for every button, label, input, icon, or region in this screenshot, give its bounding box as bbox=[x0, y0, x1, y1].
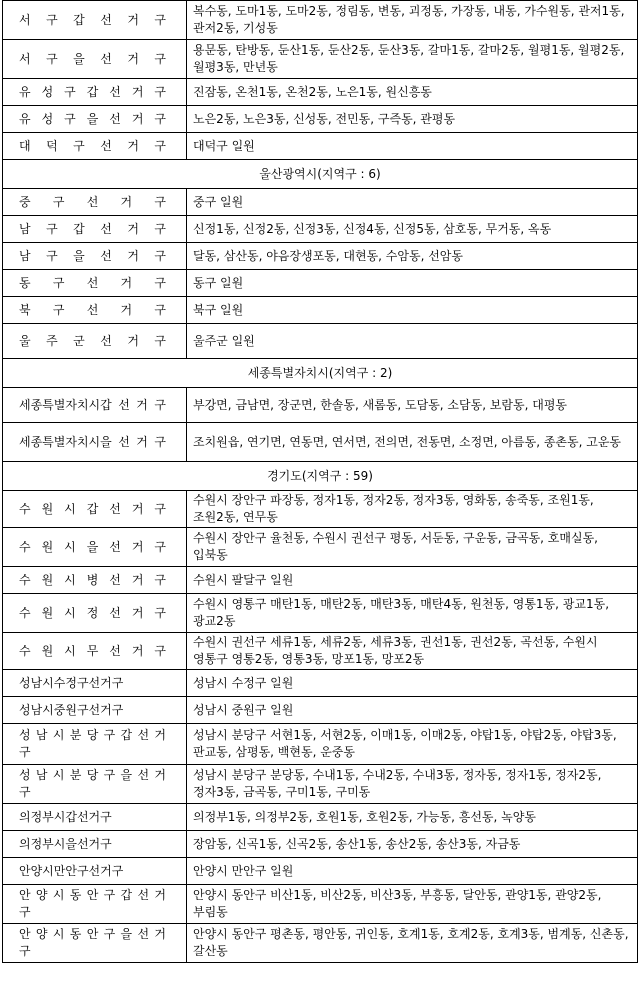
table-row bbox=[3, 528, 638, 567]
section-header-row bbox=[3, 462, 638, 491]
district-area: 장암동, 신곡1동, 신곡2동, 송산1동, 송산2동, 송산3동, 자금동 bbox=[187, 831, 638, 858]
district-area: 신정1동, 신정2동, 신정3동, 신정4동, 신정5동, 삼호동, 무거동, 옥동 bbox=[187, 216, 638, 243]
district-name: 남 구 을 선 거 구 bbox=[3, 243, 187, 270]
district-name: 대 덕 구 선 거 구 bbox=[3, 133, 187, 160]
table-row bbox=[3, 270, 638, 297]
table-row bbox=[3, 491, 638, 528]
district-area: 용문동, 탄방동, 둔산1동, 둔산2동, 둔산3동, 갈마1동, 갈마2동, 월평1동, 월평2동, 월평3동, 만년동 bbox=[187, 40, 638, 79]
district-area: 의정부1동, 의정부2동, 호원1동, 호원2동, 가능동, 흥선동, 녹양동 bbox=[187, 804, 638, 831]
district-name: 서 구 갑 선 거 구 bbox=[3, 1, 187, 40]
section-title: 울산광역시(지역구 : 6) bbox=[3, 160, 638, 189]
table-row bbox=[3, 924, 638, 963]
table-row bbox=[3, 423, 638, 462]
district-name: 수 원 시 무 선 거 구 bbox=[3, 633, 187, 670]
district-area: 조치원읍, 연기면, 연동면, 연서면, 전의면, 전동면, 소정면, 아름동, 종촌동, 고운동 bbox=[187, 423, 638, 462]
district-name: 세종특별자치시갑 선 거 구 bbox=[3, 388, 187, 423]
district-area: 성남시 중원구 일원 bbox=[187, 697, 638, 724]
district-area: 대덕구 일원 bbox=[187, 133, 638, 160]
district-name: 동 구 선 거 구 bbox=[3, 270, 187, 297]
table-row bbox=[3, 189, 638, 216]
table-row bbox=[3, 831, 638, 858]
district-name: 중 구 선 거 구 bbox=[3, 189, 187, 216]
district-name: 남 구 갑 선 거 구 bbox=[3, 216, 187, 243]
table-row bbox=[3, 885, 638, 924]
electoral-district-table bbox=[2, 0, 638, 963]
district-name: 수 원 시 갑 선 거 구 bbox=[3, 491, 187, 528]
district-area: 달동, 삼산동, 야음장생포동, 대현동, 수암동, 선암동 bbox=[187, 243, 638, 270]
district-area: 노은2동, 노은3동, 신성동, 전민동, 구즉동, 관평동 bbox=[187, 106, 638, 133]
district-area: 성남시 수정구 일원 bbox=[187, 670, 638, 697]
district-area: 성남시 분당구 분당동, 수내1동, 수내2동, 수내3동, 정자동, 정자1동, 정자2동, 정자3동, 금곡동, 구미1동, 구미동 bbox=[187, 765, 638, 804]
district-area: 안양시 동안구 평촌동, 평안동, 귀인동, 호계1동, 호계2동, 호계3동, 범계동, 신촌동, 갈산동 bbox=[187, 924, 638, 963]
district-area: 동구 일원 bbox=[187, 270, 638, 297]
district-area: 진잠동, 온천1동, 온천2동, 노은1동, 원신흥동 bbox=[187, 79, 638, 106]
table-row bbox=[3, 697, 638, 724]
section-header-row bbox=[3, 359, 638, 388]
table-row bbox=[3, 324, 638, 359]
district-name: 안양시만안구선거구 bbox=[3, 858, 187, 885]
table-row bbox=[3, 40, 638, 79]
table-row bbox=[3, 388, 638, 423]
table-row bbox=[3, 1, 638, 40]
district-name: 의정부시을선거구 bbox=[3, 831, 187, 858]
district-name: 성 남 시 분 당 구 갑 선 거 구 bbox=[3, 724, 187, 765]
district-name: 유 성 구 을 선 거 구 bbox=[3, 106, 187, 133]
section-header-row bbox=[3, 160, 638, 189]
district-area: 북구 일원 bbox=[187, 297, 638, 324]
district-area: 수원시 장안구 파장동, 정자1동, 정자2동, 정자3동, 영화동, 송죽동, 조원1동, 조원2동, 연무동 bbox=[187, 491, 638, 528]
district-name: 울 주 군 선 거 구 bbox=[3, 324, 187, 359]
district-area: 부강면, 금남면, 장군면, 한솔동, 새롬동, 도담동, 소담동, 보람동, 대평동 bbox=[187, 388, 638, 423]
section-title: 경기도(지역구 : 59) bbox=[3, 462, 638, 491]
district-area: 수원시 장안구 율천동, 수원시 권선구 평동, 서둔동, 구운동, 금곡동, 호매실동, 입북동 bbox=[187, 528, 638, 567]
table-row bbox=[3, 297, 638, 324]
table-row bbox=[3, 633, 638, 670]
district-name: 유 성 구 갑 선 거 구 bbox=[3, 79, 187, 106]
district-name: 성남시수정구선거구 bbox=[3, 670, 187, 697]
district-name: 수 원 시 정 선 거 구 bbox=[3, 594, 187, 633]
table-row bbox=[3, 106, 638, 133]
district-name: 성남시중원구선거구 bbox=[3, 697, 187, 724]
district-name: 세종특별자치시을 선 거 구 bbox=[3, 423, 187, 462]
table-row bbox=[3, 765, 638, 804]
district-area: 복수동, 도마1동, 도마2동, 정림동, 변동, 괴정동, 가장동, 내동, 가수원동, 관저1동, 관저2동, 기성동 bbox=[187, 1, 638, 40]
district-area: 수원시 영통구 매탄1동, 매탄2동, 매탄3동, 매탄4동, 원천동, 영통1동, 광교1동, 광교2동 bbox=[187, 594, 638, 633]
district-area: 울주군 일원 bbox=[187, 324, 638, 359]
district-name: 수 원 시 을 선 거 구 bbox=[3, 528, 187, 567]
district-area: 안양시 동안구 비산1동, 비산2동, 비산3동, 부흥동, 달안동, 관양1동, 관양2동, 부림동 bbox=[187, 885, 638, 924]
table-row bbox=[3, 724, 638, 765]
table-row bbox=[3, 804, 638, 831]
table-row bbox=[3, 243, 638, 270]
district-area: 성남시 분당구 서현1동, 서현2동, 이매1동, 이매2동, 야탑1동, 야탑2동, 야탑3동, 판교동, 삼평동, 백현동, 운중동 bbox=[187, 724, 638, 765]
district-name: 수 원 시 병 선 거 구 bbox=[3, 567, 187, 594]
table-row bbox=[3, 133, 638, 160]
district-area: 수원시 팔달구 일원 bbox=[187, 567, 638, 594]
table-row bbox=[3, 567, 638, 594]
district-area: 안양시 만안구 일원 bbox=[187, 858, 638, 885]
table-row bbox=[3, 594, 638, 633]
district-name: 성 남 시 분 당 구 을 선 거 구 bbox=[3, 765, 187, 804]
district-area: 중구 일원 bbox=[187, 189, 638, 216]
district-name: 안 양 시 동 안 구 갑 선 거 구 bbox=[3, 885, 187, 924]
table-row bbox=[3, 858, 638, 885]
district-name: 북 구 선 거 구 bbox=[3, 297, 187, 324]
table-row bbox=[3, 79, 638, 106]
table-row bbox=[3, 216, 638, 243]
district-name: 의정부시갑선거구 bbox=[3, 804, 187, 831]
table-row bbox=[3, 670, 638, 697]
section-title: 세종특별자치시(지역구 : 2) bbox=[3, 359, 638, 388]
district-area: 수원시 권선구 세류1동, 세류2동, 세류3동, 권선1동, 권선2동, 곡선동, 수원시 영통구 영통2동, 영통3동, 망포1동, 망포2동 bbox=[187, 633, 638, 670]
district-name: 안 양 시 동 안 구 을 선 거 구 bbox=[3, 924, 187, 963]
district-name: 서 구 을 선 거 구 bbox=[3, 40, 187, 79]
